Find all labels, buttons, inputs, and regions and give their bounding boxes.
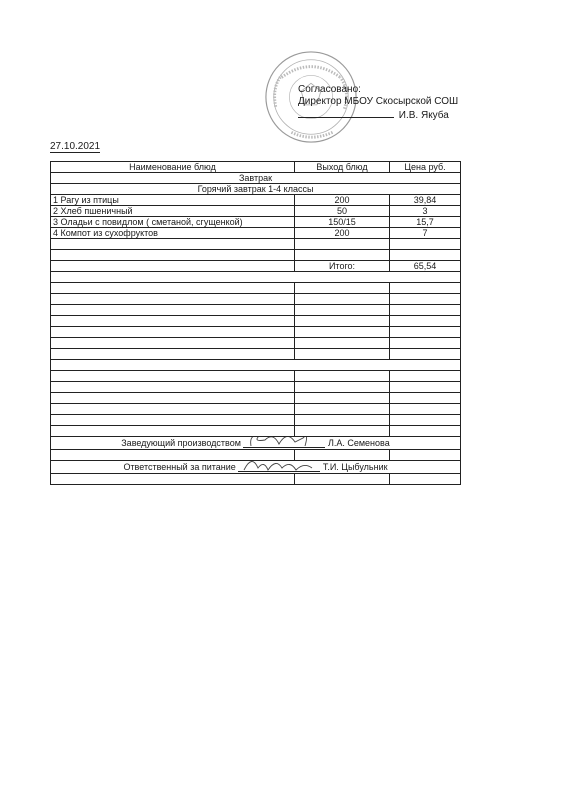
director-name: И.В. Якуба xyxy=(398,110,449,121)
nutrition-responsible-label: Ответственный за питание xyxy=(123,462,236,472)
director-signature-blank xyxy=(298,108,394,118)
meal-title: Завтрак xyxy=(51,173,461,184)
table-row xyxy=(51,228,461,239)
dish-yield: 150/15 xyxy=(295,217,390,228)
dish-price: 3 xyxy=(390,206,461,217)
table-header-row xyxy=(51,162,461,173)
dish-price: 7 xyxy=(390,228,461,239)
dish-yield: 50 xyxy=(295,206,390,217)
empty-row xyxy=(51,272,461,283)
empty-row xyxy=(51,250,461,261)
empty-row xyxy=(51,415,461,426)
empty-row xyxy=(51,474,461,485)
total-value: 65,54 xyxy=(390,261,461,272)
nutrition-signature-row xyxy=(51,461,461,474)
empty-row xyxy=(51,404,461,415)
empty-row xyxy=(51,239,461,250)
dish-name: 2 Хлеб пшеничный xyxy=(51,206,295,217)
empty-row xyxy=(51,327,461,338)
production-signature-row xyxy=(51,437,461,450)
dish-price: 15,7 xyxy=(390,217,461,228)
production-manager-signature xyxy=(243,438,325,448)
approval-position: Директор МБОУ Скосырской СОШ xyxy=(298,96,459,107)
approval-signature-line xyxy=(298,108,458,122)
nutrition-responsible-name: Т.И. Цыбульник xyxy=(322,462,388,472)
total-row xyxy=(51,261,461,272)
header-price: Цена руб. xyxy=(390,162,461,173)
dish-name: 3 Оладьи с повидлом ( сметаной, сгущенкой) xyxy=(51,217,295,228)
header-dish-name: Наименование блюд xyxy=(51,162,295,173)
empty-row xyxy=(51,305,461,316)
dish-yield: 200 xyxy=(295,228,390,239)
nutrition-responsible-signature xyxy=(238,462,320,472)
empty-row xyxy=(51,450,461,461)
empty-row xyxy=(51,349,461,360)
empty-row xyxy=(51,371,461,382)
dish-price: 39,84 xyxy=(390,195,461,206)
table-row xyxy=(51,206,461,217)
document-date: 27.10.2021 xyxy=(50,141,101,152)
empty-row xyxy=(51,294,461,305)
meal-subtitle: Горячий завтрак 1-4 классы xyxy=(51,184,461,195)
header-yield: Выход блюд xyxy=(295,162,390,173)
empty-row xyxy=(51,360,461,371)
menu-table xyxy=(50,161,461,485)
production-manager-name: Л.А. Семенова xyxy=(327,438,390,448)
empty-row xyxy=(51,283,461,294)
dish-name: 1 Рагу из птицы xyxy=(51,195,295,206)
empty-row xyxy=(51,382,461,393)
dish-name: 4 Компот из сухофруктов xyxy=(51,228,295,239)
empty-row xyxy=(51,338,461,349)
approval-heading: Согласовано: xyxy=(298,84,361,95)
empty-row xyxy=(51,316,461,327)
total-label: Итого: xyxy=(295,261,390,272)
empty-row xyxy=(51,393,461,404)
empty-row xyxy=(51,426,461,437)
table-row xyxy=(51,217,461,228)
table-row xyxy=(51,195,461,206)
dish-yield: 200 xyxy=(295,195,390,206)
production-manager-label: Заведующий производством xyxy=(121,438,241,448)
approval-block xyxy=(298,84,458,122)
